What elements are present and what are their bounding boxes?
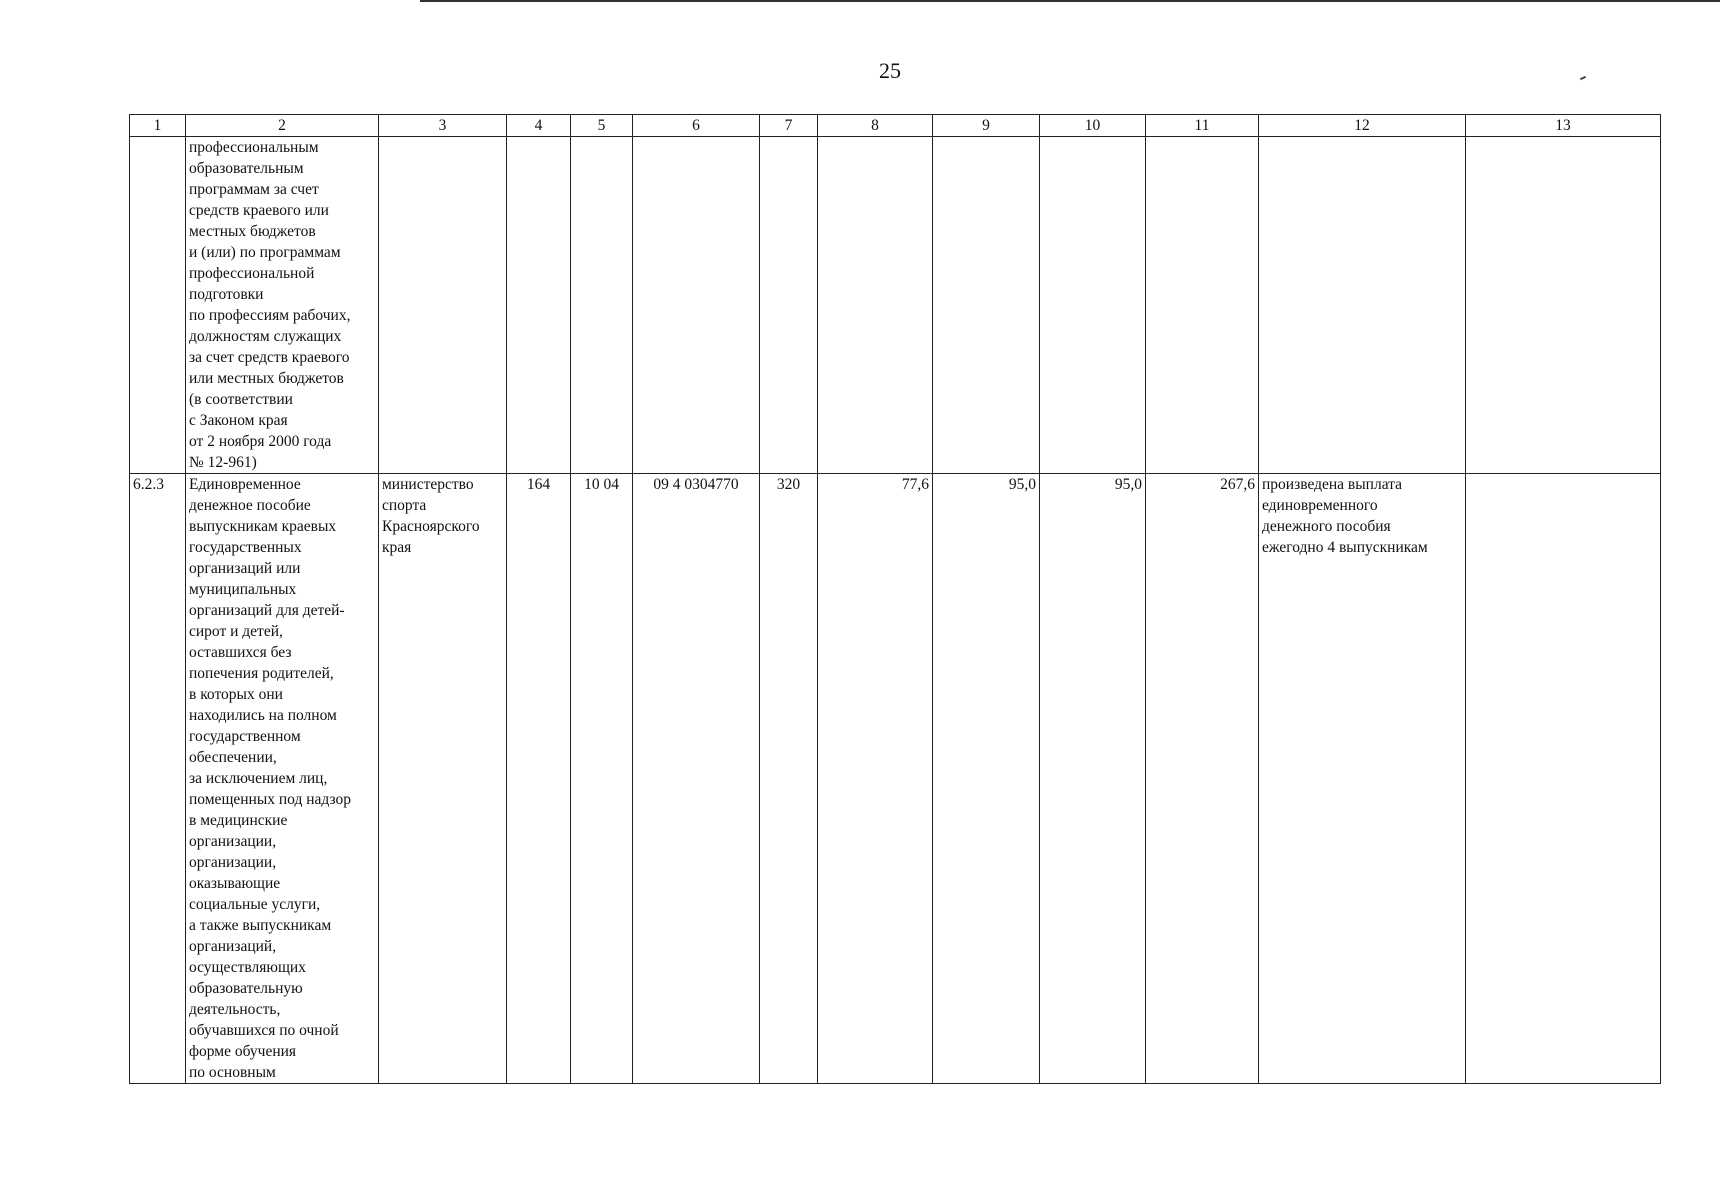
col-header-8: 8 [818,115,933,137]
total-cell: 267,6 [1146,474,1259,1084]
section-cell [571,137,633,474]
col-header-7: 7 [760,115,818,137]
top-edge-line [420,0,1720,2]
row-number-cell: 6.2.3 [130,474,186,1084]
col-header-13: 13 [1466,115,1661,137]
col-header-1: 1 [130,115,186,137]
amount-cell [933,137,1040,474]
col-header-2: 2 [186,115,379,137]
amount-cell: 95,0 [1040,474,1146,1084]
section-cell: 10 04 [571,474,633,1084]
target-article-cell: 09 4 0304770 [633,474,760,1084]
total-cell [1146,137,1259,474]
col-header-4: 4 [507,115,571,137]
col-header-11: 11 [1146,115,1259,137]
row-number-cell [130,137,186,474]
page-number: 25 [879,58,901,83]
administrator-cell [379,137,507,474]
description-cell: профессиональным образовательным программам за счет средств краевого или местных бюджетов и (или) по программам профессиональной подготовки по профессиям рабочих, должностям служащих за счет средств краевого или местных бюджетов (в соответствии с Законом края от 2 ноября 2000 года № 12-961) [186,137,379,474]
target-article-cell [633,137,760,474]
table-row-6-2-3 [130,474,1661,1084]
table-row-continuation [130,137,1661,474]
code-cell: 164 [507,474,571,1084]
col-header-12: 12 [1259,115,1466,137]
amount-cell [1040,137,1146,474]
result-cell: произведена выплата единовременного денежного пособия ежегодно 4 выпускникам [1259,474,1466,1084]
col-header-6: 6 [633,115,760,137]
notes-cell [1466,474,1661,1084]
result-cell [1259,137,1466,474]
amount-cell: 95,0 [933,474,1040,1084]
administrator-cell: министерство спорта Красноярского края [379,474,507,1084]
description-cell: Единовременное денежное пособие выпускникам краевых государственных организаций или муниципальных организаций для детей- сирот и детей, оставшихся без попечения родителей, в которых они находились на полном государственном обеспечении, за исключением лиц, помещенных под надзор в медицинские организации, организации, оказывающие социальные услуги, а также выпускникам организаций, осуществляющих образовательную деятельность, обучавшихся по очной форме обучения по основным [186,474,379,1084]
expense-type-cell: 320 [760,474,818,1084]
code-cell [507,137,571,474]
header-row [130,115,1661,137]
amount-cell: 77,6 [818,474,933,1084]
amount-cell [818,137,933,474]
budget-table [129,114,1661,1084]
col-header-3: 3 [379,115,507,137]
col-header-5: 5 [571,115,633,137]
col-header-9: 9 [933,115,1040,137]
notes-cell [1466,137,1661,474]
col-header-10: 10 [1040,115,1146,137]
expense-type-cell [760,137,818,474]
